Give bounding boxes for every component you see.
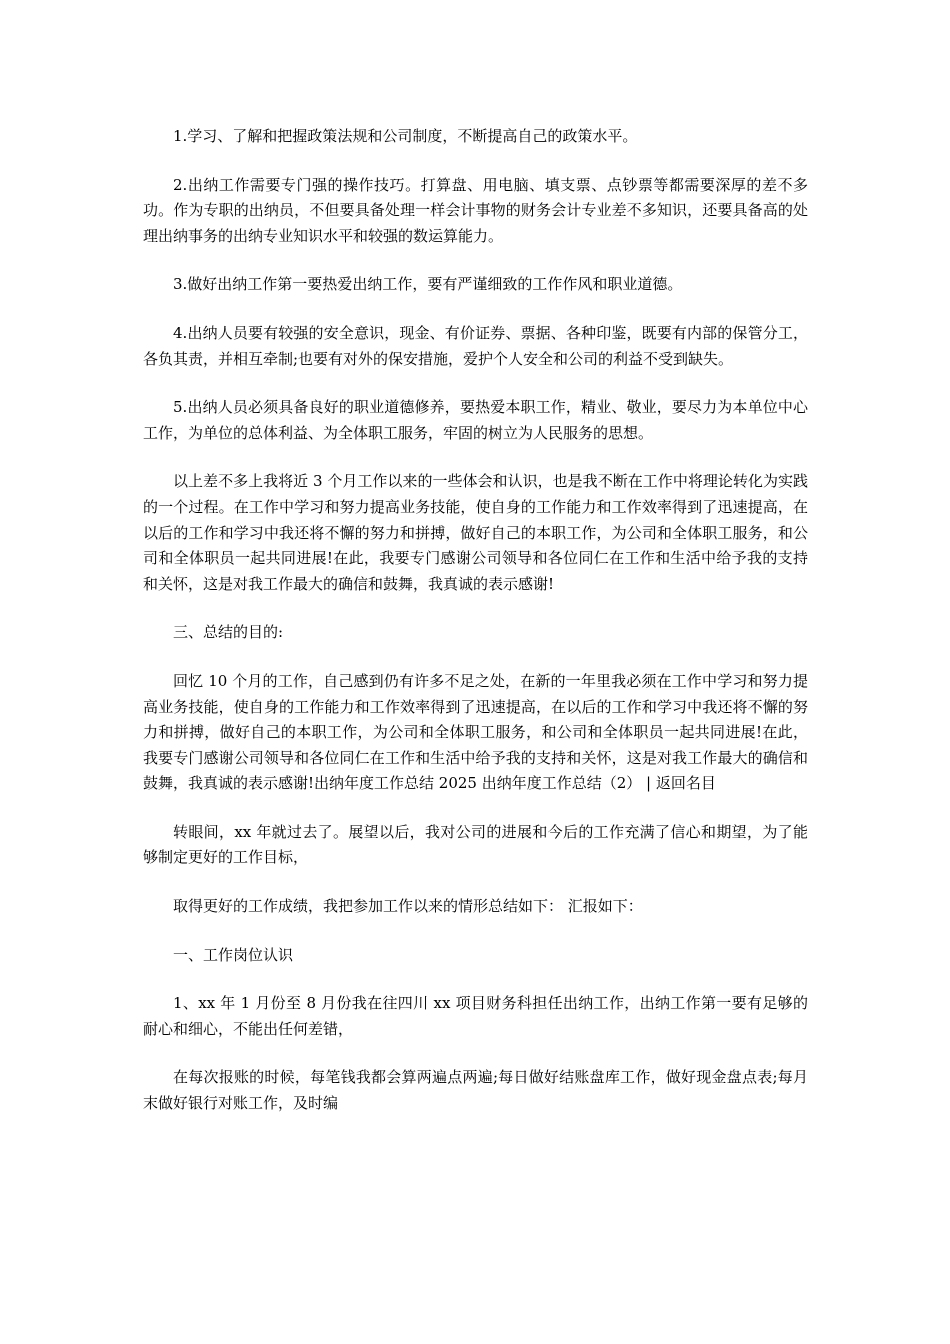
section-heading-position: 一、工作岗位认识 [173,945,294,964]
paragraph-3: 3.做好出纳工作第一要热爱出纳工作，要有严谨细致的工作作风和职业道德。 [173,275,683,294]
paragraph-intro: 转眼间，xx 年就过去了。展望以后，我对公司的进展和今后的工作充满了信心和期望，为了能够制定更好的工作目标， [143,822,808,867]
paragraph-position-2: 在每次报账的时候，每笔钱我都会算两遍点两遍;每日做好结账盘库工作，做好现金盘点表;每月末做好银行对账工作，及时编 [143,1068,808,1113]
section-heading-purpose: 三、总结的目的: [173,623,284,642]
paragraph-position-1: 1、xx 年 1 月份至 8 月份我在往四川 xx 项目财务科担任出纳工作，出纳工作第一要有足够的耐心和细心，不能出任何差错， [143,994,808,1038]
paragraph-summary: 以上差不多上我将近 3 个月工作以来的一些体会和认识，也是我不断在工作中将理论转化为实践的一个过程。在工作中学习和努力提高业务技能，使自身的工作能力和工作效率得到了迅速提高，在以后的工作和学习中我还将不懈的努力和拼搏，做好自己的本职工作，为公司和全体职工服务，和公司和全体职员一起共同进展!在此，我要专门感谢公司领导和各位同仁在工作和生活中给予我的支持和关怀，这是对我工作最大的确信和鼓舞，我真诚的表示感谢! [143,472,808,593]
paragraph-report: 取得更好的工作成绩，我把参加工作以来的情形总结如下： 汇报如下： [173,897,643,916]
document-body [143,124,808,1140]
paragraph-5: 5.出纳人员必须具备良好的职业道德修养，要热爱本职工作，精业、敬业，要尽力为本单位中心工作，为单位的总体利益、为全体职工服务，牢固的树立为人民服务的思想。 [143,398,808,442]
paragraph-1: 1.学习、了解和把握政策法规和公司制度，不断提高自己的政策水平。 [173,127,638,145]
paragraph-4: 4.出纳人员要有较强的安全意识，现金、有价证券、票据、各种印鉴，既要有内部的保管分工，各负其责，并相互牵制;也要有对外的保安措施，爱护个人安全和公司的利益不受到缺失。 [143,323,808,368]
paragraph-2: 2.出纳工作需要专门强的操作技巧。打算盘、用电脑、填支票、点钞票等都需要深厚的差不多功。作为专职的出纳员，不但要具备处理一样会计事物的财务会计专业差不多知识，还要具备高的处理出纳事务的出纳专业知识水平和较强的数运算能力。 [143,175,808,245]
paragraph-review: 回忆 10 个月的工作，自己感到仍有许多不足之处，在新的一年里我必须在工作中学习和努力提高业务技能，使自身的工作能力和工作效率得到了迅速提高，在以后的工作和学习中我还将不懈的努力和拼搏，做好自己的本职工作，为公司和全体职工服务，和公司和全体职员一起共同进展!在此，我要专门感谢公司领导和各位同仁在工作和生活中给予我的支持和关怀，这是对我工作最大的确信和鼓舞，我真诚的表示感谢!出纳年度工作总结 2025 出纳年度工作总结（2） | 返回名目 [143,671,808,793]
